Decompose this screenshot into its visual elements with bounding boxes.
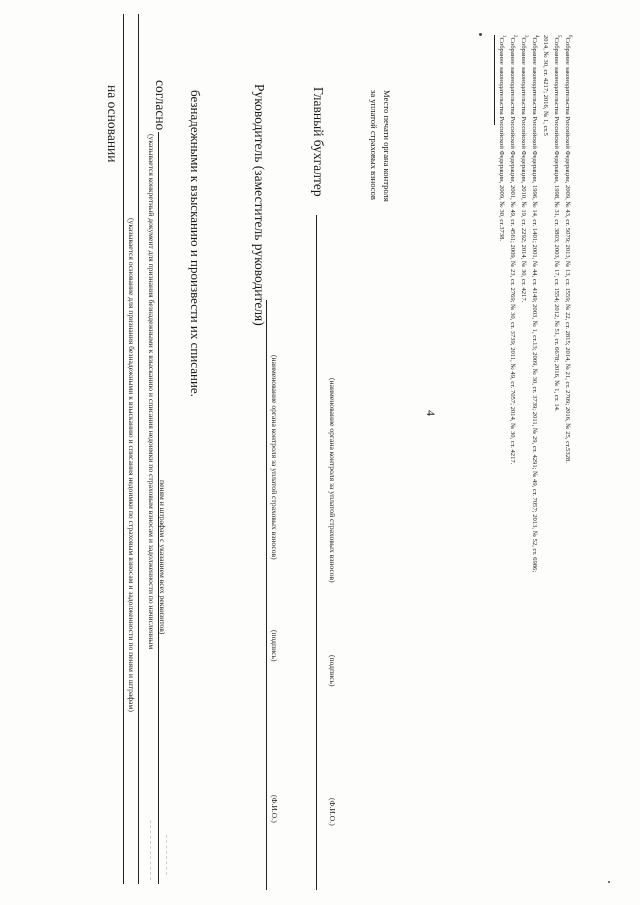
footnote: $^4$Собрание законодательства Российской Федерации, 1996, № 14, ст. 1401; 2001, № 44, ст. 4149; 2003, № 1, ст.13; 2009, № 30, ст. 3739; 2011, № 29, ст. 4291; № 49, ст. 7057; 2013, № 52, ст. 6986;: [531, 35, 540, 573]
page-number: 4: [424, 410, 438, 416]
footnote: $^2$Собрание законодательства Российской Федерации, 2001, № 49, ст. 4561; 2009, № 23, ст. 2769; № 30, ст. 3739; 2011, № 49, ст. 7057; 2014, № 30, ст. 4217.: [509, 35, 518, 465]
footnote: $^6$Собрание законодательства Российской Федерации, 2009, № 43, ст. 5079; 2013, № 13, ст. 1559; № 22, ст. 2815; 2014, № 21, ст. 2709; 2016, № 25, ст.5328.: [564, 35, 573, 463]
basis-top-line: [138, 14, 139, 884]
basis-caption: (указывается основание для признания безнадежными к взысканию и списания недоимки по страховым взносам и задолженности по пеням и штрафам): [127, 218, 136, 712]
head-label: Руководитель (заместитель руководителя): [252, 84, 267, 326]
agreement-statement: безнадежными к взысканию и произвести их списание.: [188, 90, 203, 397]
footnote-continuation: 2014, № 30, ст. 4217; 2016, № 1, ст.5: [542, 35, 549, 136]
accountant-label: Главный бухгалтер: [311, 87, 326, 197]
head-line: [266, 300, 267, 890]
footnote: $^5$Собрание законодательства Российской Федерации, 1998, № 31, ст. 3803; 2003, № 17, ст. 1554; 2012, № 51, ст. 6678; 2016, № 1, ст. 14.: [553, 35, 562, 412]
stamp-line2: за уплатой страховых взносов: [369, 90, 379, 200]
accountant-org-caption: (наименование органа контроля за уплатой страховых взносов): [328, 378, 337, 583]
basis-line: [123, 14, 124, 884]
head-sign-caption: (подпись): [270, 630, 279, 662]
head-name-caption: (Ф.И.О.): [270, 795, 279, 823]
accountant-sign-caption: (подпись): [328, 655, 337, 687]
accountant-line: [316, 215, 317, 890]
basis-label: на основании: [105, 85, 120, 163]
accountant-name-caption: (Ф.И.О.): [328, 798, 337, 826]
stamp-line1: Место печати органа контроля: [382, 90, 392, 202]
agreement-caption-line2: пеням и штрафам с указанием всех реквизитов): [158, 480, 167, 635]
agreement-caption-line1: (указывается конкретный документ для признания безнадежными к взысканию и списания недоимки по страховым взносам и задолженности по начисленным: [147, 134, 156, 650]
head-org-caption: (наименование органа контроля за уплатой страховых взносов): [270, 355, 279, 560]
footnote: $^1$Собрание законодательства Российской Федерации, 2009, № 30, ст.3738.: [498, 35, 507, 242]
footnote: $^3$Собрание законодательства Российской Федерации, 2010, № 19, ст. 2292; 2014, № 30, ст. 4217.: [520, 35, 529, 303]
agreement-label: согласно: [153, 80, 168, 131]
